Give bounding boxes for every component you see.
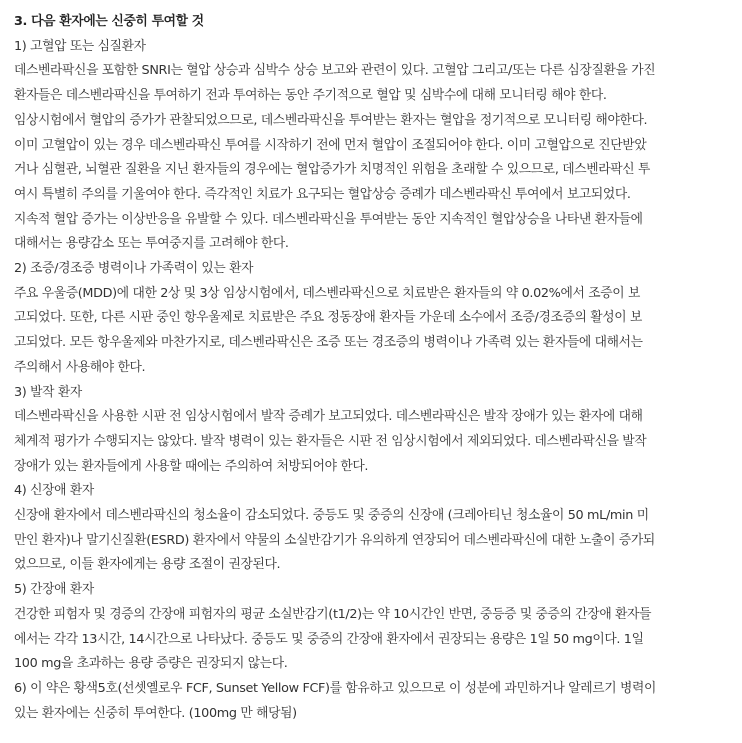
paragraph-line: 었으므로, 이들 환자에게는 용량 조절이 권장된다. bbox=[14, 557, 281, 573]
paragraph-line: 거나 심혈관, 뇌혈관 질환을 지닌 환자들의 경우에는 혈압증가가 치명적인 위험을 초래할 수 있으므로, 데스벤라팍신 투 bbox=[14, 162, 651, 178]
subheading-hepatic: 5) 간장애 환자 bbox=[14, 582, 94, 598]
paragraph-line: 고되었다. 모든 항우울제와 마찬가지로, 데스벤라팍신은 조증 또는 경조증의 병력이나 가족력 있는 환자들에 대해서는 bbox=[14, 335, 643, 351]
subheading-sunset-yellow: 6) 이 약은 황색5호(선셋옐로우 FCF, Sunset Yellow FCF)를 함유하고 있으므로 이 성분에 과민하거나 알레르기 병력이 bbox=[14, 680, 657, 696]
paragraph-line: 임상시험에서 혈압의 증가가 관찰되었으므로, 데스벤라팍신을 투여받는 환자는 혈압을 정기적으로 모니터링 해야한다. bbox=[14, 112, 648, 128]
paragraph-line: 에서는 각각 13시간, 14시간으로 나타났다. 중등도 및 중증의 간장애 환자에서 권장되는 용량은 1일 50 mg이다. 1일 bbox=[14, 631, 644, 647]
subheading-seizure: 3) 발작 환자 bbox=[14, 384, 82, 400]
subheading-renal: 4) 신장애 환자 bbox=[14, 483, 94, 499]
paragraph-line: 신장애 환자에서 데스벤라팍신의 청소율이 감소되었다. 중등도 및 중증의 신장애 (크레아티닌 청소율이 50 mL/min 미 bbox=[14, 508, 649, 524]
paragraph-line: 장애가 있는 환자들에게 사용할 때에는 주의하여 처방되어야 한다. bbox=[14, 458, 369, 474]
subheading-mania: 2) 조증/경조증 병력이나 가족력이 있는 환자 bbox=[14, 261, 254, 277]
paragraph-line: 환자들은 데스벤라팍신을 투여하기 전과 투여하는 동안 주기적으로 혈압 및 심박수에 대해 모니터링 해야 한다. bbox=[14, 88, 607, 104]
subheading-hypertension: 1) 고혈압 또는 심질환자 bbox=[14, 38, 146, 54]
paragraph-line: 체계적 평가가 수행되지는 않았다. 발작 병력이 있는 환자들은 시판 전 임상시험에서 제외되었다. 데스벤라팍신을 발작 bbox=[14, 433, 647, 449]
section-title: 3. 다음 환자에는 신중히 투여할 것 bbox=[14, 14, 204, 29]
paragraph-line: 이미 고혈압이 있는 경우 데스벤라팍신 투여를 시작하기 전에 먼저 혈압이 조절되어야 한다. 이미 고혈압으로 진단받았 bbox=[14, 137, 647, 153]
paragraph-line: 주요 우울증(MDD)에 대한 2상 및 3상 임상시험에서, 데스벤라팍신으로 치료받은 환자들의 약 0.02%에서 조증이 보 bbox=[14, 285, 640, 301]
paragraph-line: 대해서는 용량감소 또는 투여중지를 고려해야 한다. bbox=[14, 236, 289, 252]
paragraph-line: 여시 특별히 주의를 기울여야 한다. 즉각적인 치료가 요구되는 혈압상승 증례가 데스벤라팍신 투여에서 보고되었다. bbox=[14, 186, 631, 202]
paragraph-line: 있는 환자에는 신중히 투여한다. (100mg 만 해당됨) bbox=[14, 705, 297, 721]
paragraph-line: 데스벤라팍신을 포함한 SNRI는 혈압 상승과 심박수 상승 보고와 관련이 있다. 고혈압 그리고/또는 다른 심장질환을 가진 bbox=[14, 63, 656, 79]
paragraph-line: 데스벤라팍신을 사용한 시판 전 임상시험에서 발작 증례가 보고되었다. 데스벤라팍신은 발작 장애가 있는 환자에 대해 bbox=[14, 409, 643, 425]
paragraph-line: 주의해서 사용해야 한다. bbox=[14, 359, 146, 375]
paragraph-line: 만인 환자)나 말기신질환(ESRD) 환자에서 약물의 소실반감기가 유의하게 연장되어 데스벤라팍신에 대한 노출이 증가되 bbox=[14, 532, 655, 548]
paragraph-line: 지속적 혈압 증가는 이상반응을 유발할 수 있다. 데스벤라팍신을 투여받는 동안 지속적인 혈압상승을 나타낸 환자들에 bbox=[14, 211, 643, 227]
paragraph-line: 고되었다. 또한, 다른 시판 중인 항우울제로 치료받은 주요 정동장애 환자들 가운데 소수에서 조증/경조증의 활성이 보 bbox=[14, 310, 643, 326]
paragraph-line: 100 mg을 초과하는 용량 증량은 권장되지 않는다. bbox=[14, 656, 288, 672]
paragraph-line: 건강한 피험자 및 경증의 간장애 피험자의 평균 소실반감기(t1/2)는 약 10시간인 반면, 중등증 및 중증의 간장애 환자들 bbox=[14, 606, 652, 622]
